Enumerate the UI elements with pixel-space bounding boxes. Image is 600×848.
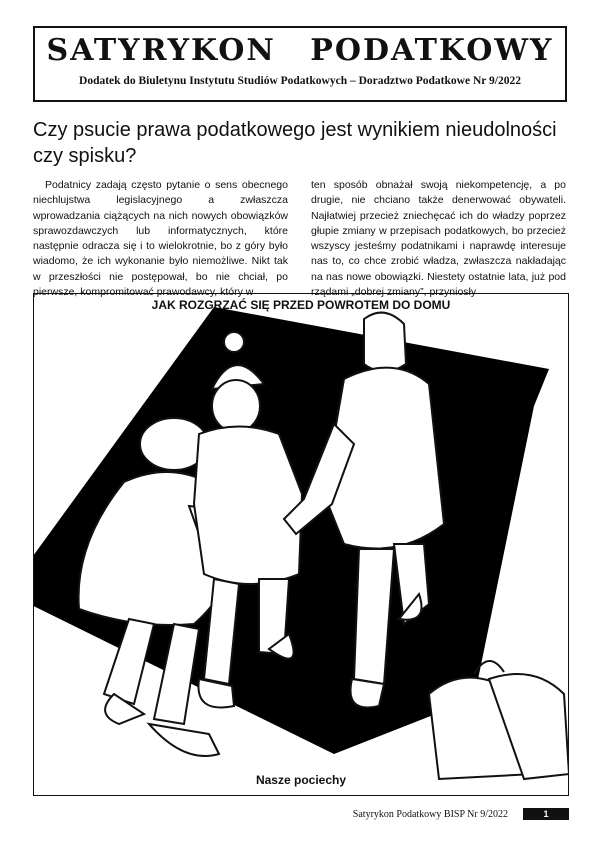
- cartoon-drawing: [34, 294, 569, 796]
- masthead-title: SATYRYKON PODATKOWY: [46, 33, 554, 68]
- page-number: 1: [523, 808, 569, 820]
- illustration-caption: Nasze pociechy: [255, 773, 347, 787]
- article-column-right: ten sposób obnażał swoją niekompetencję, a po drugie, nie chciano także denerwować obywateli. Najłatwiej przecież zniechęcać ich do władzy poprzez głupie zmiany w przepisach podatkowych, bo przecież wszyscy jesteśmy podatnikami i naprawdę interesuje nas to, co chce zrobić władza, zwłaszcza nakładając na nas nowe obowiązki. Niestety ostatnie lata, już pod rządami „dobrej zmiany”, przyniosły: [311, 179, 566, 299]
- page-footer: [0, 808, 600, 824]
- illustration-title: JAK ROZGRZAĆ SIĘ PRZED POWROTEM DO DOMU: [151, 298, 451, 312]
- article-column-left: Podatnicy zadają często pytanie o sens obecnego niechlujstwa legislacyjnego a zwłaszcza wprowadzania ciążących na nich nowych obowiązków sprawozdawczych lub informatycznych, które następnie odracza się i to wielokrotnie, bo z góry było wiadomo, że ich wykonanie było niemożliwe. Nikt tak w przeszłości nie postępował, bo nie chciał, po pierwsze, kompromitować prawodawcy, który w: [33, 179, 288, 299]
- masthead-subtitle: Dodatek do Biuletynu Instytutu Studiów Podatkowych – Doradztwo Podatkowe Nr 9/2022: [79, 75, 521, 87]
- masthead: [33, 26, 567, 102]
- cartoon-illustration: [33, 293, 569, 796]
- footer-text: Satyrykon Podatkowy BISP Nr 9/2022: [352, 809, 508, 820]
- article-headline: Czy psucie prawa podatkowego jest wynikiem nieudolności czy spisku?: [33, 119, 557, 167]
